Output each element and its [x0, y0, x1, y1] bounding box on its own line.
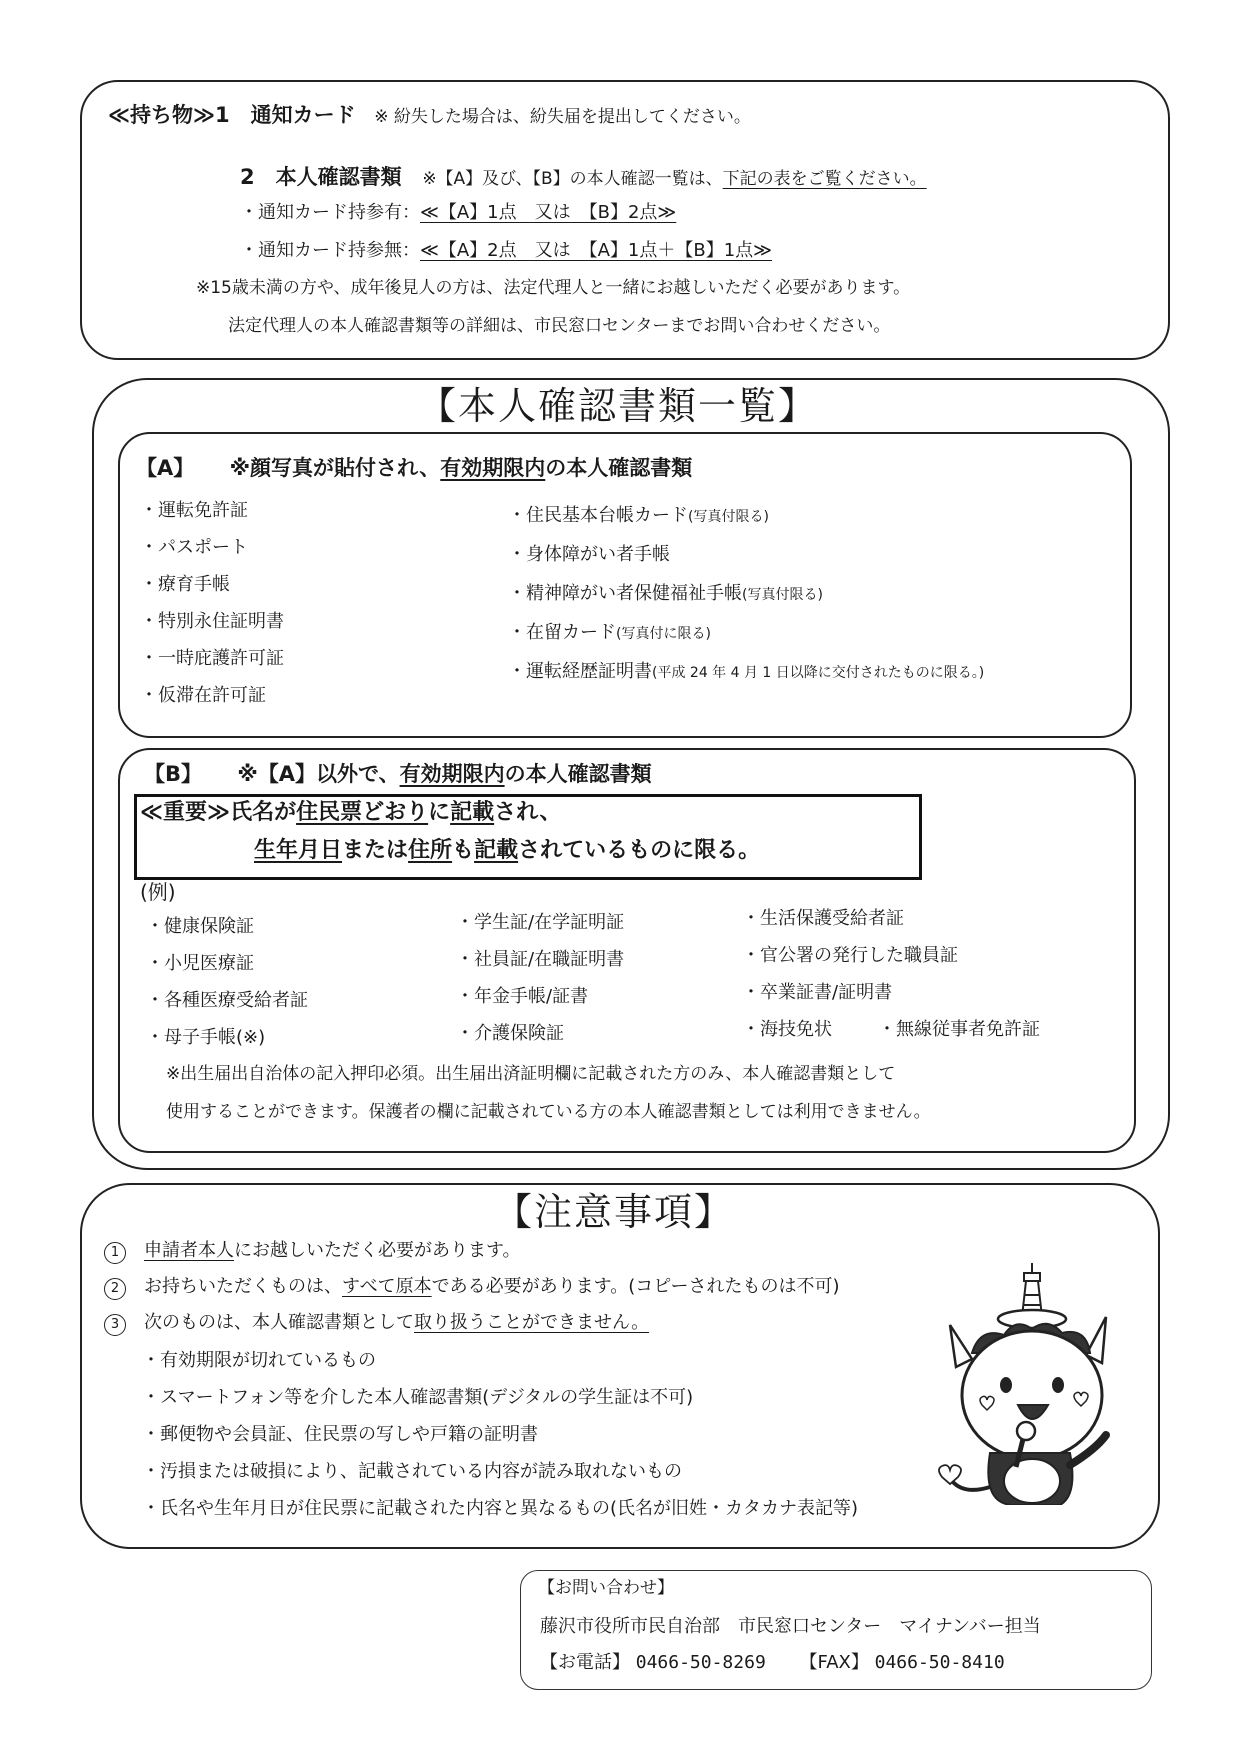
- list-item-note: (写真付限る): [742, 587, 823, 603]
- without-card-value: ≪【A】2点 又は 【A】1点＋【B】1点≫: [420, 240, 773, 261]
- category-b-desc-3: の本人確認書類: [504, 762, 652, 786]
- notice-title: 【注意事項】: [494, 1190, 735, 1234]
- important-1a: ≪重要≫氏名が: [140, 800, 297, 825]
- category-a-desc-3: の本人確認書類: [545, 456, 693, 480]
- list-item: [508, 661, 984, 683]
- important-2f: されているものに限る。: [518, 838, 761, 863]
- category-a-label: 【A】: [136, 456, 195, 480]
- list-item: ・無線従事者免許証: [878, 1019, 1040, 1040]
- notice-underlined: すべて原本: [342, 1276, 432, 1297]
- list-item-main: ・住民基本台帳カード: [508, 505, 688, 526]
- list-item: ・有効期限が切れているもの: [142, 1350, 376, 1371]
- list-item-note: (平成 24 年 4 月 1 日以降に交付されたものに限る。): [652, 665, 985, 681]
- list-item: ・官公署の発行した職員証: [742, 945, 958, 966]
- mascot-illustration: [920, 1255, 1120, 1505]
- category-b-desc: [237, 762, 651, 786]
- important-1d: 記載: [450, 800, 495, 825]
- list-item: ・小児医療証: [146, 953, 254, 974]
- list-item-main: ・精神障がい者保健福祉手帳: [508, 583, 742, 604]
- category-b-footnote-2: 使用することができます。保護者の欄に記載されている方の本人確認書類としては利用できません。: [166, 1102, 931, 1122]
- id-list-title: 【本人確認書類一覧】: [418, 384, 819, 428]
- list-item: ・学生証/在学証明証: [456, 912, 625, 933]
- notice-pre: お持ちいただくものは、: [144, 1276, 342, 1297]
- list-item: ・スマートフォン等を介した本人確認書類(デジタルの学生証は不可): [142, 1387, 694, 1408]
- phone-label: 【お電話】: [540, 1652, 630, 1673]
- category-a-desc-1: ※顔写真が貼付され、: [229, 456, 441, 480]
- list-item: ・氏名や生年月日が住民票に記載された内容と異なるもの(氏名が旧姓・カタカナ表記等): [142, 1498, 859, 1519]
- notice-item-3: [104, 1312, 649, 1336]
- list-item-main: ・身体障がい者手帳: [508, 544, 670, 565]
- category-a-desc-2: 有効期限内: [440, 456, 546, 480]
- notice-number-2: 2: [104, 1278, 126, 1300]
- list-item-note: (写真付に限る): [616, 626, 711, 642]
- without-card-label: ・通知カード持参無：: [240, 240, 420, 261]
- list-item-main: ・在留カード: [508, 622, 616, 643]
- with-card-label: ・通知カード持参有：: [240, 202, 420, 223]
- items-line2-note: [422, 169, 926, 189]
- notice-item-1: [104, 1240, 521, 1264]
- list-item: ・健康保険証: [146, 916, 254, 937]
- important-2a: 生年月日: [254, 838, 343, 863]
- fax-number: 0466-50-8410: [874, 1652, 1005, 1673]
- list-item: [508, 622, 711, 644]
- important-line-1: [140, 800, 561, 826]
- list-item: ・特別永住証明書: [140, 611, 284, 632]
- list-item: ・社員証/在職証明書: [456, 949, 625, 970]
- important-1e: され、: [494, 800, 562, 825]
- contact-org: 藤沢市役所市民自治部 市民窓口センター マイナンバー担当: [540, 1616, 1041, 1637]
- items-line2-label: 2 本人確認書類: [240, 165, 402, 189]
- category-a-header: [136, 456, 692, 481]
- important-line-2: [254, 838, 760, 864]
- list-item: ・運転免許証: [140, 500, 248, 521]
- category-a-desc: [230, 456, 693, 480]
- list-item: ・仮滞在許可証: [140, 685, 266, 706]
- notice-number-3: 3: [104, 1314, 126, 1336]
- items-line2: [240, 165, 927, 190]
- list-item: ・母子手帳(※): [146, 1027, 266, 1048]
- notice-pre: 次のものは、本人確認書類として: [144, 1312, 414, 1333]
- list-item: ・介護保険証: [456, 1023, 564, 1044]
- with-card-row: [240, 202, 676, 224]
- notice-item-2: [104, 1276, 840, 1300]
- list-item: ・パスポート: [140, 537, 248, 558]
- phone-number: 0466-50-8269: [635, 1652, 766, 1673]
- contact-title: 【お問い合わせ】: [538, 1578, 674, 1598]
- notice-underlined: 申請者本人: [144, 1240, 234, 1261]
- without-card-row: [240, 240, 772, 262]
- important-2d: も: [452, 838, 475, 863]
- list-item: ・汚損または破損により、記載されている内容が読み取れないもの: [142, 1461, 682, 1482]
- list-item: [508, 583, 823, 605]
- list-item: ・卒業証書/証明書: [742, 982, 893, 1003]
- contact-numbers: [540, 1652, 1005, 1674]
- items-line1: [108, 103, 751, 128]
- minor-note-2: 法定代理人の本人確認書類等の詳細は、市民窓口センターまでお問い合わせください。: [228, 316, 891, 336]
- notice-underlined: 取り扱うことができません。: [414, 1312, 650, 1333]
- list-item: ・郵便物や会員証、住民票の写しや戸籍の証明書: [142, 1424, 538, 1445]
- list-item: [508, 544, 670, 566]
- list-item: [508, 505, 769, 527]
- notice-number-1: 1: [104, 1242, 126, 1264]
- category-b-desc-2: 有効期限内: [399, 762, 505, 786]
- important-2c: 住所: [408, 838, 453, 863]
- important-1c: に: [428, 800, 451, 825]
- items-line1-note: ※ 紛失した場合は、紛失届を提出してください。: [374, 107, 751, 127]
- list-item: ・一時庇護許可証: [140, 648, 284, 669]
- list-item-main: ・運転経歴証明書: [508, 661, 652, 682]
- list-item-note: (写真付限る): [688, 509, 769, 525]
- category-b-header: [144, 762, 652, 787]
- with-card-value: ≪【A】1点 又は 【B】2点≫: [420, 202, 677, 223]
- minor-note-1: ※15歳未満の方や、成年後見人の方は、法定代理人と一緒にお越しいただく必要があります。: [196, 278, 911, 298]
- fax-label: 【FAX】: [799, 1652, 869, 1673]
- notice-rest: である必要があります。(コピーされたものは不可): [431, 1276, 840, 1297]
- items-line1-label: ≪持ち物≫1 通知カード: [108, 103, 356, 127]
- list-item: ・各種医療受給者証: [146, 990, 308, 1011]
- list-item: ・療育手帳: [140, 574, 230, 595]
- important-2e: 記載: [474, 838, 519, 863]
- items-line2-note-b: 下記の表をご覧ください。: [722, 169, 927, 189]
- example-label: (例): [140, 880, 176, 904]
- category-b-footnote-1: ※出生届出自治体の記入押印必須。出生届出済証明欄に記載された方のみ、本人確認書類として: [166, 1064, 896, 1084]
- list-item: ・海技免状: [742, 1019, 832, 1040]
- category-b-label: 【B】: [144, 762, 203, 786]
- important-2b: または: [342, 838, 409, 863]
- list-item: ・年金手帳/証書: [456, 986, 589, 1007]
- items-line2-note-a: ※【A】及び、【B】の本人確認一覧は、: [422, 169, 723, 189]
- category-b-desc-1: ※【A】以外で、: [237, 762, 400, 786]
- notice-rest: にお越しいただく必要があります。: [234, 1240, 521, 1261]
- important-1b: 住民票どおり: [296, 800, 429, 825]
- list-item: ・生活保護受給者証: [742, 908, 904, 929]
